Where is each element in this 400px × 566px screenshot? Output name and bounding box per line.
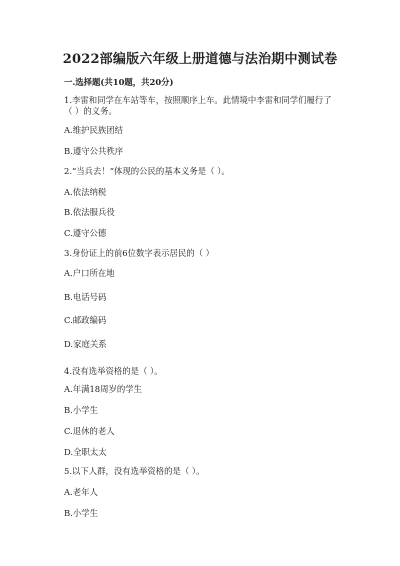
q3-option-b: B.电话号码 (64, 292, 107, 302)
q1-option-a: A.维护民族团结 (64, 125, 123, 135)
q4-option-a: A.年满18周岁的学生 (64, 384, 142, 394)
q2-stem: 2.“当兵去！”体现的公民的基本义务是（ ）。 (64, 166, 230, 176)
section-heading: 一.选择题(共10题，共20分) (64, 77, 174, 87)
q5-option-b: B.小学生 (64, 508, 98, 518)
q5-option-a: A.老年人 (64, 487, 98, 497)
q2-option-c: C.遵守公德 (64, 228, 107, 238)
q3-option-c: C.邮政编码 (64, 315, 107, 325)
q1-stem-line2: （ ）的义务。 (64, 106, 117, 116)
q1-option-b: B.遵守公共秩序 (64, 146, 124, 156)
q3-option-a: A.户口所在地 (64, 268, 115, 278)
q4-option-d: D.全职太太 (64, 447, 107, 457)
q1-stem-line1: 1.李雷和同学在车站等车，按照顺序上车。此情境中李雷和同学们履行了 (64, 95, 332, 105)
q4-stem: 4.没有选举资格的是（ ）。 (64, 366, 163, 376)
exam-title: 2022部编版六年级上册道德与法治期中测试卷 (62, 52, 338, 67)
q3-option-d: D.家庭关系 (64, 339, 107, 349)
q5-stem: 5.以下人群，没有选举资格的是（ ）。 (64, 466, 205, 476)
q4-option-c: C.退休的老人 (64, 426, 115, 436)
q4-option-b: B.小学生 (64, 405, 98, 415)
q2-option-a: A.依法纳税 (64, 187, 107, 197)
q3-stem: 3.身份证上的前6位数字表示居民的（ ） (64, 248, 214, 258)
q2-option-b: B.依法服兵役 (64, 207, 115, 217)
